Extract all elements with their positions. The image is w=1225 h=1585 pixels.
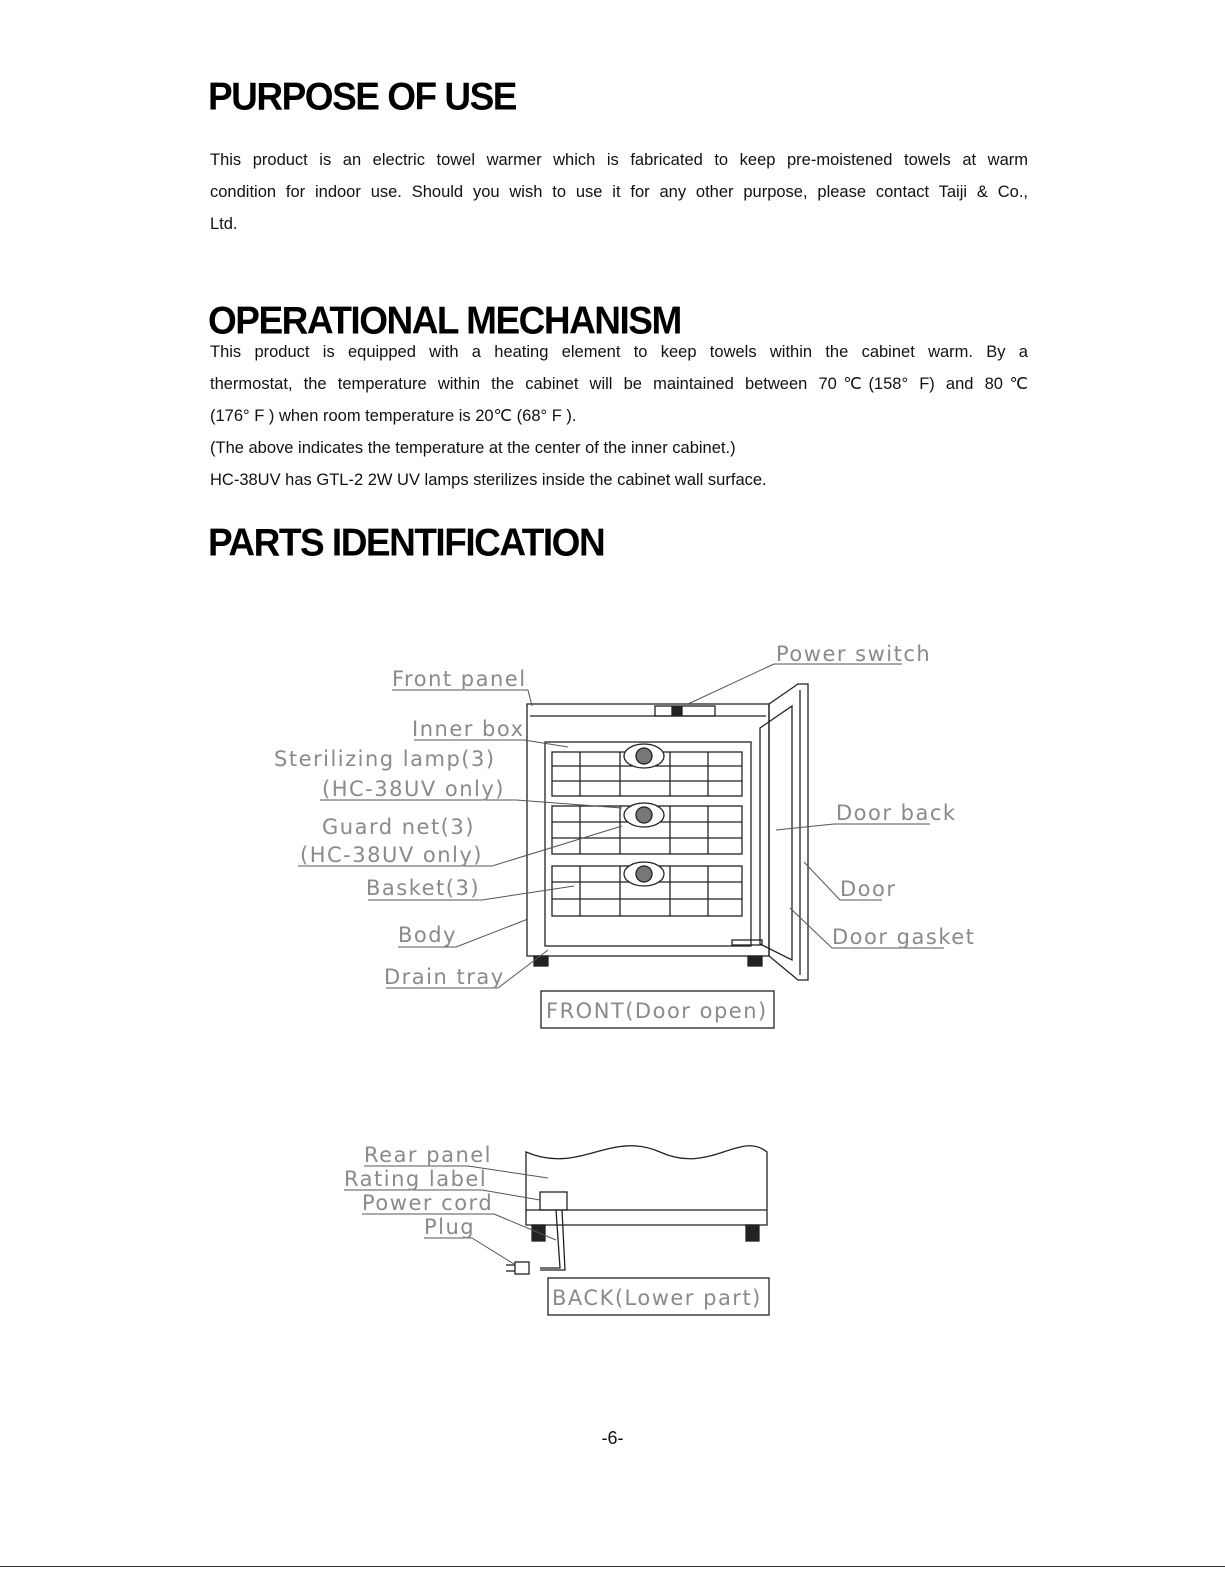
label-plug: Plug [424, 1215, 476, 1239]
footer-rule [0, 1566, 1225, 1567]
heading-operational-mechanism: OPERATIONAL MECHANISM [208, 298, 681, 342]
mechanism-line: This product is equipped with a heating element to keep towels within the cabinet warm. By a [210, 343, 1028, 361]
label-basket: Basket(3) [366, 876, 481, 900]
foot [746, 1225, 759, 1241]
heading-purpose-of-use: PURPOSE OF USE [208, 74, 516, 118]
rating-label [540, 1192, 567, 1210]
label-rating-label: Rating label [344, 1167, 488, 1191]
foot [748, 956, 762, 966]
label-front-panel: Front panel [392, 667, 527, 691]
label-rear-panel: Rear panel [364, 1143, 493, 1167]
label-door-back: Door back [836, 801, 957, 825]
caption-front-door-open: FRONT(Door open) [546, 999, 768, 1023]
label-guard-net-note: (HC-38UV only) [300, 843, 483, 867]
purpose-line: This product is an electric towel warmer which is fabricated to keep pre-moistened towels at warm [210, 151, 1028, 169]
heading-parts-identification: PARTS IDENTIFICATION [208, 520, 605, 564]
drain-tray [732, 940, 762, 945]
power-switch-knob [672, 707, 682, 715]
label-inner-box: Inner box [412, 717, 525, 741]
label-drain-tray: Drain tray [384, 965, 505, 989]
label-guard-net: Guard net(3) [322, 815, 475, 839]
plug [515, 1262, 529, 1274]
label-door: Door [840, 877, 897, 901]
door [769, 684, 808, 980]
mechanism-line: HC-38UV has GTL-2 2W UV lamps sterilizes inside the cabinet wall surface. [210, 471, 767, 489]
mechanism-line: (176° F ) when room temperature is 20℃ (68° F ). [210, 407, 577, 425]
caption-back-lower-part: BACK(Lower part) [552, 1286, 762, 1310]
power-switch [655, 706, 715, 716]
label-sterilizing-lamp-note: (HC-38UV only) [322, 777, 505, 801]
purpose-line: Ltd. [210, 215, 238, 233]
label-door-gasket: Door gasket [832, 925, 976, 949]
label-power-switch: Power switch [776, 642, 932, 666]
purpose-line: condition for indoor use. Should you wish to use it for any other purpose, please contact Taiji & Co., [210, 183, 1028, 201]
foot [534, 956, 548, 966]
mechanism-line: (The above indicates the temperature at the center of the inner cabinet.) [210, 439, 736, 457]
page-number: -6- [601, 1428, 624, 1448]
door-back [760, 706, 792, 960]
label-sterilizing-lamp: Sterilizing lamp(3) [274, 747, 496, 771]
sterilizing-lamp [624, 744, 664, 886]
mechanism-line: thermostat, the temperature within the cabinet will be maintained between 70℃(158° F) and 80℃ [210, 375, 1028, 393]
label-body: Body [398, 923, 458, 947]
label-power-cord: Power cord [362, 1191, 494, 1215]
